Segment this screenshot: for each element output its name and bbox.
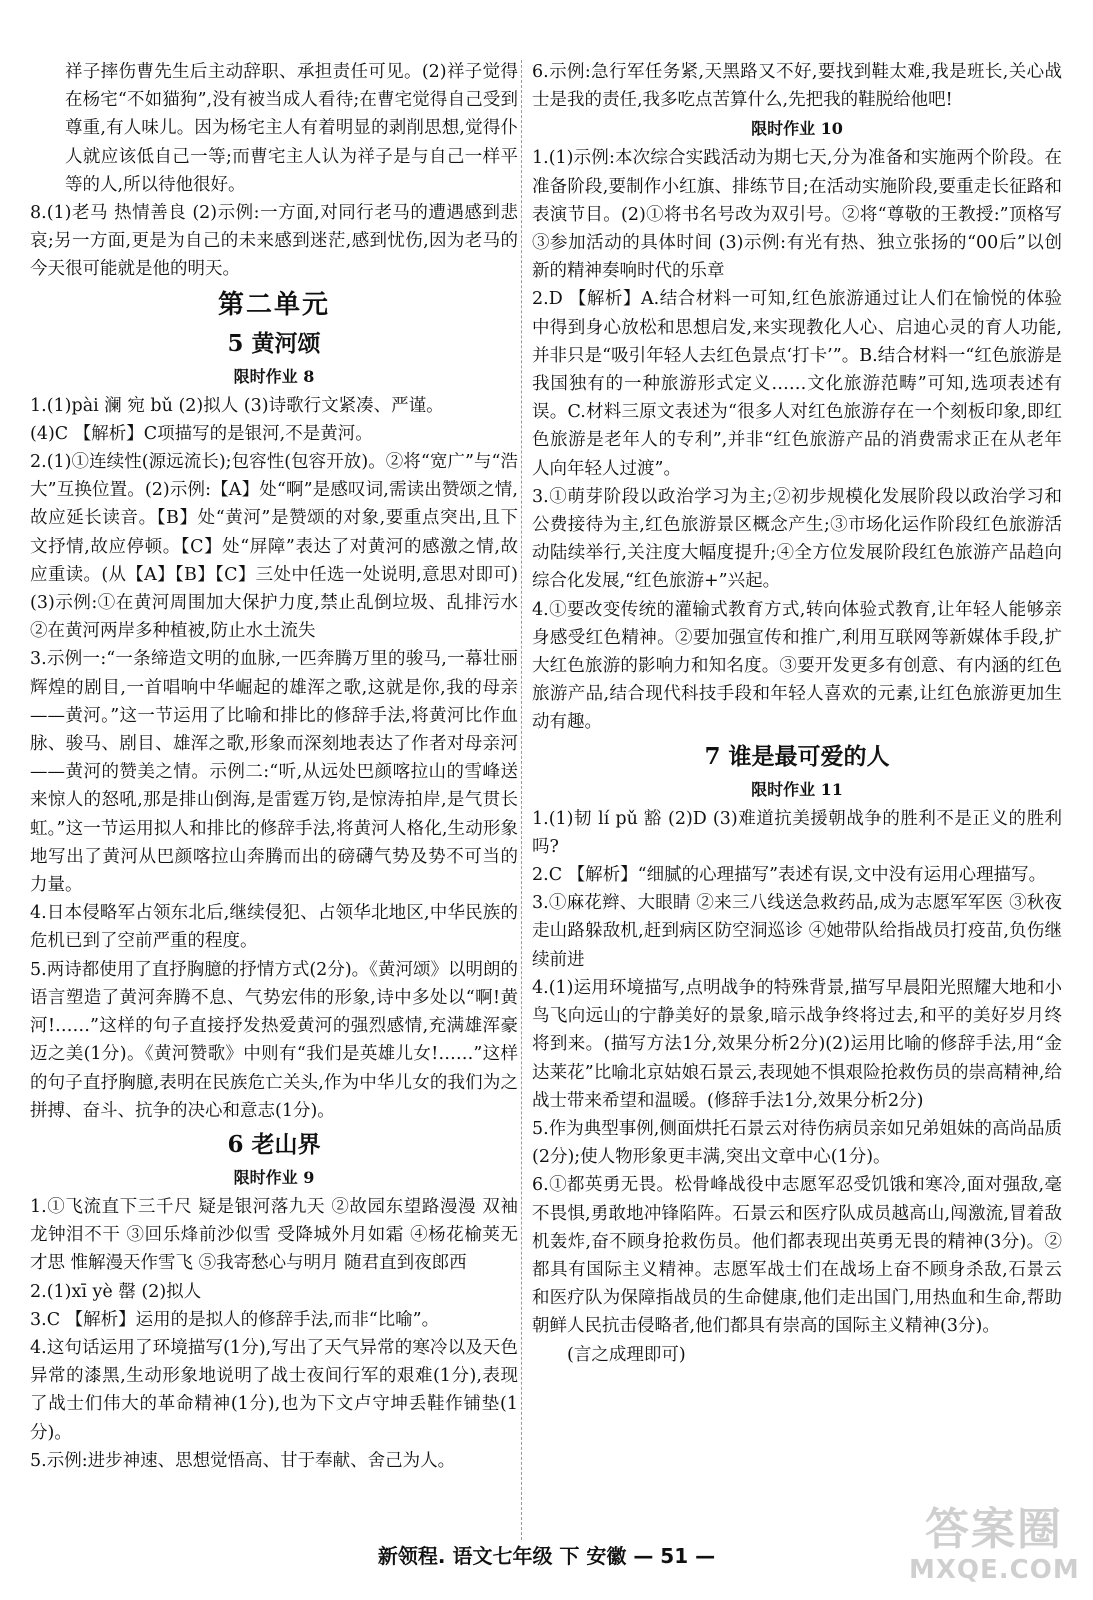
answer-item: 2.(1)①连续性(源远流长);包容性(包容开放)。②将“宽广”与“浩大”互换位置。(2)示例:【A】处“啊”是感叹词,需读出赞颂之情,故应延长读音。【B】处“黄河”是赞颂的对象,要重点突出,且下文抒情,故应停顿。【C】处“屏障”表达了对黄河的感激之情,故应重读。(从【A】【B】【C】三处中任选一处说明,意思对即可) (3)示例:①在黄河周围加大保护力度,禁止乱倒垃圾、乱排污水 ②在黄河两岸多种植被,防止水土流失 — [30, 452, 518, 642]
left-column — [30, 58, 518, 1475]
right-column — [532, 58, 1062, 1369]
homework-heading: 限时作业 9 — [233, 1167, 315, 1187]
lesson-title: 5 黄河颂 — [227, 329, 321, 357]
answer-item: 1.①飞流直下三千尺 疑是银河落九天 ②故园东望路漫漫 双袖龙钟泪不干 ③回乐烽前沙似雪 受降城外月如霜 ④杨花榆荚无才思 惟解漫天作雪飞 ⑤我寄愁心与明月 随君直到夜郎西 — [30, 1196, 518, 1274]
homework-heading: 限时作业 11 — [751, 779, 843, 799]
answer-item: 6.示例:急行军任务紧,天黑路又不好,要找到鞋太难,我是班长,关心战士是我的责任,我多吃点苦算什么,先把我的鞋脱给他吧! — [532, 62, 1062, 111]
answer-item: 2.D 【解析】A.结合材料一可知,红色旅游通过让人们在愉悦的体验中得到身心放松和思想启发,来实现教化人心、启迪心灵的育人功能,并非只是“吸引年轻人去红色景点‘打卡’”。B.结合材料一“红色旅游是我国独有的一种旅游形式定义……文化旅游范畴”可知,选项表述有误。C.材料三原文表述为“很多人对红色旅游存在一个刻板印象,即红色旅游是老年人的专利”,并非“红色旅游产品的消费需求正在从老年人向年轻人过渡”。 — [532, 289, 1062, 479]
answer-item: (4)C 【解析】C项描写的是银河,不是黄河。 — [30, 423, 373, 444]
lesson-title: 6 老山界 — [227, 1130, 321, 1158]
watermark-brand: 答案圈 — [925, 1504, 1063, 1555]
homework-heading: 限时作业 8 — [233, 366, 315, 386]
watermark-logo — [909, 1505, 1079, 1595]
column-divider — [521, 60, 522, 1540]
answer-item: 4.①要改变传统的灌输式教育方式,转向体验式教育,让年轻人能够亲身感受红色精神。②要加强宣传和推广,利用互联网等新媒体手段,扩大红色旅游的影响力和知名度。③要开发更多有创意、有内涵的红色旅游产品,结合现代科技手段和年轻人喜欢的元素,让红色旅游更加生动有趣。 — [532, 599, 1062, 733]
answer-item: 3.示例一:“一条缔造文明的血脉,一匹奔腾万里的骏马,一幕壮丽辉煌的剧目,一首唱响中华崛起的雄浑之歌,这就是你,我的母亲——黄河。”这一节运用了比喻和排比的修辞手法,将黄河比作血脉、骏马、剧目、雄浑之歌,形象而深刻地表达了作者对母亲河——黄河的赞美之情。示例二:“听,从远处巴颜喀拉山的雪峰送来惊人的怒吼,那是排山倒海,是雷霆万钧,是惊涛拍岸,是气贯长虹。”这一节运用拟人和排比的修辞手法,将黄河人格化,生动形象地写出了黄河从巴颜喀拉山奔腾而出的磅礴气势及势不可当的力量。 — [30, 649, 518, 896]
lesson-title: 7 谁是最可爱的人 — [704, 742, 890, 770]
answer-item: (言之成理即可) — [567, 1344, 686, 1365]
answer-item: 5.两诗都使用了直抒胸臆的抒情方式(2分)。《黄河颂》以明朗的语言塑造了黄河奔腾不息、气势宏伟的形象,诗中多处以“啊!黄河!……”这样的句子直接抒发热爱黄河的强烈感情,充满雄浑豪迈之美(1分)。《黄河赞歌》中则有“我们是英雄儿女!……”这样的句子直抒胸臆,表明在民族危亡关头,作为中华儿女的我们为之拼搏、奋斗、抗争的决心和意志(1分)。 — [30, 959, 518, 1121]
answer-item: 8.(1)老马 热情善良 (2)示例:一方面,对同行老马的遭遇感到悲哀;另一方面,更是为自己的未来感到迷茫,感到忧伤,因为老马的今天很可能就是他的明天。 — [30, 203, 518, 280]
answer-item: 2.C 【解析】“细腻的心理描写”表述有误,文中没有运用心理描写。 — [532, 865, 1047, 886]
answer-item: 4.这句话运用了环境描写(1分),写出了天气异常的寒冷以及天色异常的漆黑,生动形象地说明了战士夜间行军的艰难(1分),表现了战士们伟大的革命精神(1分),也为下文卢守坤丢鞋作铺垫(1分)。 — [30, 1337, 518, 1443]
answer-item: 4.日本侵略军占领东北后,继续侵犯、占领华北地区,中华民族的危机已到了空前严重的程度。 — [30, 903, 518, 952]
answer-item: 5.作为典型事例,侧面烘托石景云对待伤病员亲如兄弟姐妹的高尚品质(2分);使人物形象更丰满,突出文章中心(1分)。 — [532, 1118, 1062, 1168]
answer-item: 6.①都英勇无畏。松骨峰战役中志愿军忍受饥饿和寒冷,面对强敌,毫不畏惧,勇敢地冲锋陷阵。石景云和医疗队成员越高山,闯激流,冒着敌机轰炸,奋不顾身抢救伤员。他们都表现出英勇无畏的精神(3分)。②都具有国际主义精神。志愿军战士们在战场上奋不顾身杀敌,石景云和医疗队为保障指战员的生命健康,他们走出国门,用热血和生命,帮助朝鲜人民抗击侵略者,他们都具有崇高的国际主义精神(3分)。 — [532, 1175, 1062, 1337]
page-footer: 新领程. 语文七年级 下 安徽 — 51 — — [377, 1544, 716, 1568]
answer-item: 5.示例:进步神速、思想觉悟高、甘于奉献、舍己为人。 — [30, 1450, 456, 1471]
homework-heading: 限时作业 10 — [751, 119, 843, 139]
answer-item: 3.①萌芽阶段以政治学习为主;②初步规模化发展阶段以政治学习和公费接待为主,红色旅游景区概念产生;③市场化运作阶段红色旅游活动陆续举行,关注度大幅度提升;④全方位发展阶段红色旅游产品趋向综合化发展,“红色旅游+”兴起。 — [532, 486, 1062, 592]
answer-item: 1.(1)pài 澜 宛 bǔ (2)拟人 (3)诗歌行文紧凑、严谨。 — [30, 395, 444, 416]
answer-item: 祥子摔伤曹先生后主动辞职、承担责任可见。(2)祥子觉得在杨宅“不如猫狗”,没有被当成人看待;在曹宅觉得自己受到尊重,有人味儿。因为杨宅主人有着明显的剥削思想,觉得仆人就应该低自己一等;而曹宅主人认为祥子是与自己一样平等的人,所以待他很好。 — [65, 62, 518, 195]
watermark-url: MXQE.COM — [909, 1555, 1080, 1585]
answer-item: 3.①麻花辫、大眼睛 ②来三八线送急救药品,成为志愿军军医 ③秋夜走山路躲敌机,赶到病区防空洞巡诊 ④她带队给指战员打疫苗,负伤继续前进 — [532, 893, 1062, 970]
unit-heading: 第二单元 — [217, 289, 330, 320]
answer-item: 1.(1)示例:本次综合实践活动为期七天,分为准备和实施两个阶段。在准备阶段,要制作小红旗、排练节目;在活动实施阶段,要重走长征路和表演节目。(2)①将书名号改为双引号。②将“尊敬的王教授:”顶格写 ③参加活动的具体时间 (3)示例:有光有热、独立张扬的“00后”以创新的精神奏响时代的乐章 — [532, 148, 1062, 282]
answer-item: 1.(1)韧 lí pǔ 豁 (2)D (3)难道抗美援朝战争的胜利不是正义的胜利吗? — [532, 808, 1062, 857]
answer-item: 2.(1)xī yè 罄 (2)拟人 — [30, 1281, 202, 1302]
answer-item: 3.C 【解析】运用的是拟人的修辞手法,而非“比喻”。 — [30, 1309, 440, 1330]
answer-item: 4.(1)运用环境描写,点明战争的特殊背景,描写早晨阳光照耀大地和小鸟飞向远山的宁静美好的景象,暗示战争终将过去,和平的美好岁月终将到来。(描写方法1分,效果分析2分)(2)运用比喻的修辞手法,用“金达莱花”比喻北京姑娘石景云,表现她不惧艰险抢救伤员的崇高精神,给战士带来希望和温暖。(修辞手法1分,效果分析2分) — [532, 977, 1062, 1111]
